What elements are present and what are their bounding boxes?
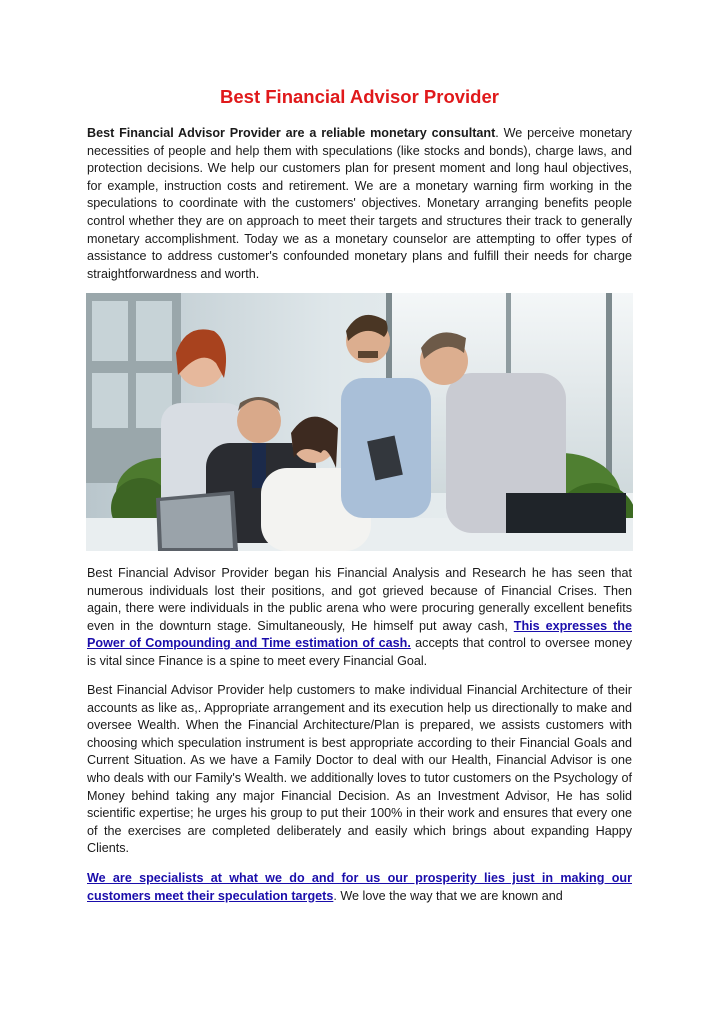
specialists-paragraph: [87, 870, 632, 905]
intro-lead: Best Financial Advisor Provider are a reliable monetary consultant: [87, 126, 496, 140]
intro-paragraph: [87, 125, 632, 283]
architecture-paragraph: Best Financial Advisor Provider help customers to make individual Financial Architecture of their accounts as like as,. Appropriate arrangement and its execution help us directionally to make and oversee Wealth. When the Financial Architecture/Plan is prepared, we assists customers with choosing which speculation instrument is best appropriate according to their Financial Goals and Current Situation. As we have a Family Doctor to deal with our Health, Financial Advisor is one who deals with our Family's Wealth. we additionally loves to tutor customers on the Psychology of Money behind taking any major Financial Decision. As an Investment Advisor, He has solid scientific expertise; he urges his group to put their 100% in their work and ensures that every one of the exercises are completed deliberately and easily which brings about expanding Happy Clients.: [87, 683, 632, 856]
specialists-tail: . We love the way that we are known and: [333, 888, 563, 903]
history-body: Best Financial Advisor Provider began his Financial Analysis and Research he has seen that numerous individuals lost their positions, and got grieved because of Financial Crises. Then again, there were individuals in the public arena who were procuring generally excellent benefits even in the downturn stage. Simultaneously, He himself put away cash,: [87, 566, 632, 633]
history-tail: accepts that control to oversee money is vital since Finance is a spine to meet every Financial Goal.: [87, 636, 633, 668]
business-meeting-photo: [86, 293, 633, 551]
intro-body: . We perceive monetary necessities of people and help them with speculations (like stocks and bonds), charge laws, and protection decisions. We help our customers plan for present moment and long haul objectives, for example, instruction costs and retirement. We are a monetary warning firm working in the speculations to coordinate with the customers' objectives. Monetary arranging benefits people control whether they are on approach to meet their targets and structures their track to generally monetary accomplishment. Today we as a monetary counselor are attempting to offer types of assistance to address customer's confounded monetary plans and fulfill their needs for charge straightforwardness and worth.: [87, 126, 632, 281]
page-title: Best Financial Advisor Provider: [220, 86, 499, 107]
compounding-link[interactable]: This expresses the Power of Compounding and Time estimation of cash.: [87, 618, 632, 651]
specialists-link[interactable]: We are specialists at what we do and for us our prosperity lies just in making our customers meet their speculation targets: [87, 871, 632, 903]
history-paragraph: [87, 565, 632, 671]
